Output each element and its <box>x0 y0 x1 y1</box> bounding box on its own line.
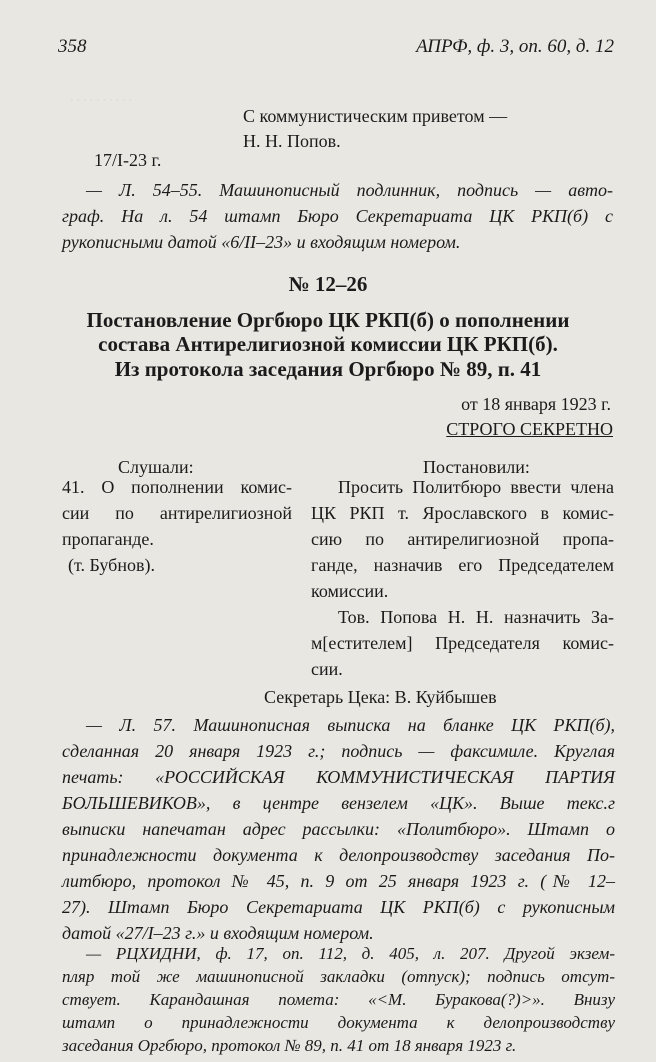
letter-date: 17/I-23 г. <box>94 150 162 170</box>
note-line: граф. На л. 54 штамп Бюро Секретариата ЦК РКП(б) с <box>62 206 613 226</box>
decided-line: комиссии. <box>311 581 389 601</box>
note-line: принадлежности документа к делопроизводству заседания По- <box>62 845 615 865</box>
heard-line: сии по антирелигиозной <box>62 503 292 523</box>
document-title-line: Из протокола заседания Оргбюро № 89, п. 41 <box>114 357 542 381</box>
decided-line: сию по антирелигиозной пропа- <box>311 529 614 549</box>
document-number: № 12–26 <box>288 272 368 296</box>
note-line: печать: «РОССИЙСКАЯ КОММУНИСТИЧЕСКАЯ ПАРТИЯ <box>62 767 615 787</box>
note-line: ствует. Карандашная помета: «<М. Буракова(?)>». Внизу <box>62 990 615 1009</box>
document-date: от 18 января 1923 г. <box>461 394 611 414</box>
decided-label: Постановили: <box>423 457 530 477</box>
note-line: сделанная 20 января 1923 г.; подпись — факсимиле. Круглая <box>62 741 615 761</box>
decided-line: сии. <box>311 659 343 679</box>
decided-line: Тов. Попова Н. Н. назначить За- <box>338 607 614 627</box>
secretary-signature: Секретарь Цека: В. Куйбышев <box>264 687 497 707</box>
note-line: — Л. 54–55. Машинописный подлинник, подпись — авто- <box>86 180 613 200</box>
document-title-line: Постановление Оргбюро ЦК РКП(б) о пополнении <box>86 308 570 332</box>
note-line: — РЦХИДНИ, ф. 17, оп. 112, д. 405, л. 207. Другой экзем- <box>86 944 615 963</box>
greeting-line-1: С коммунистическим приветом — <box>243 106 508 126</box>
note-line: рукописными датой «6/II–23» и входящим номером. <box>62 232 461 252</box>
heard-line: 41. О пополнении комис- <box>62 477 292 497</box>
note-3-last-line: заседания Оргбюро, протокол № 89, п. 41 от 18 января 1923 г. <box>62 1036 517 1055</box>
note-line: пляр той же машинописной закладки (отпуск); подпись отсут- <box>62 967 615 986</box>
greeting-signature: Н. Н. Попов. <box>243 131 341 151</box>
note-line: датой «27/I–23 г.» и входящим номером. <box>62 923 374 943</box>
note-line: выписки напечатан адрес рассылки: «Политбюро». Штамп о <box>62 819 615 839</box>
note-line: 27). Штамп Бюро Секретариата ЦК РКП(б) с рукописным <box>62 897 615 917</box>
document-title-line: состава Антирелигиозной комиссии ЦК РКП(б). <box>98 332 558 356</box>
page-number: 358 <box>58 36 87 57</box>
note-line: БОЛЬШЕВИКОВ», в центре вензелем «ЦК». Выше текс.г <box>62 793 615 813</box>
note-line: штамп о принадлежности документа к делопроизводству <box>62 1013 615 1032</box>
decided-line: ганде, назначив его Председателем <box>311 555 614 575</box>
secrecy-stamp: СТРОГО СЕКРЕТНО <box>446 419 613 439</box>
note-line: литбюро, протокол № 45, п. 9 от 25 января 1923 г. (№ 12– <box>62 871 615 891</box>
archive-reference: АПРФ, ф. 3, оп. 60, д. 12 <box>416 36 614 57</box>
heard-label: Слушали: <box>118 457 194 477</box>
heard-line: пропаганде. <box>62 529 154 549</box>
decided-line: м[естителем] Председателя комис- <box>311 633 614 653</box>
note-line: — Л. 57. Машинописная выписка на бланке ЦК РКП(б), <box>86 715 615 735</box>
heard-line: (т. Бубнов). <box>68 555 155 575</box>
bleed-through-text: · · · · · · · · · · <box>70 92 132 107</box>
decided-line: ЦК РКП т. Ярославского в комис- <box>311 503 614 523</box>
decided-line: Просить Политбюро ввести члена <box>338 477 614 497</box>
